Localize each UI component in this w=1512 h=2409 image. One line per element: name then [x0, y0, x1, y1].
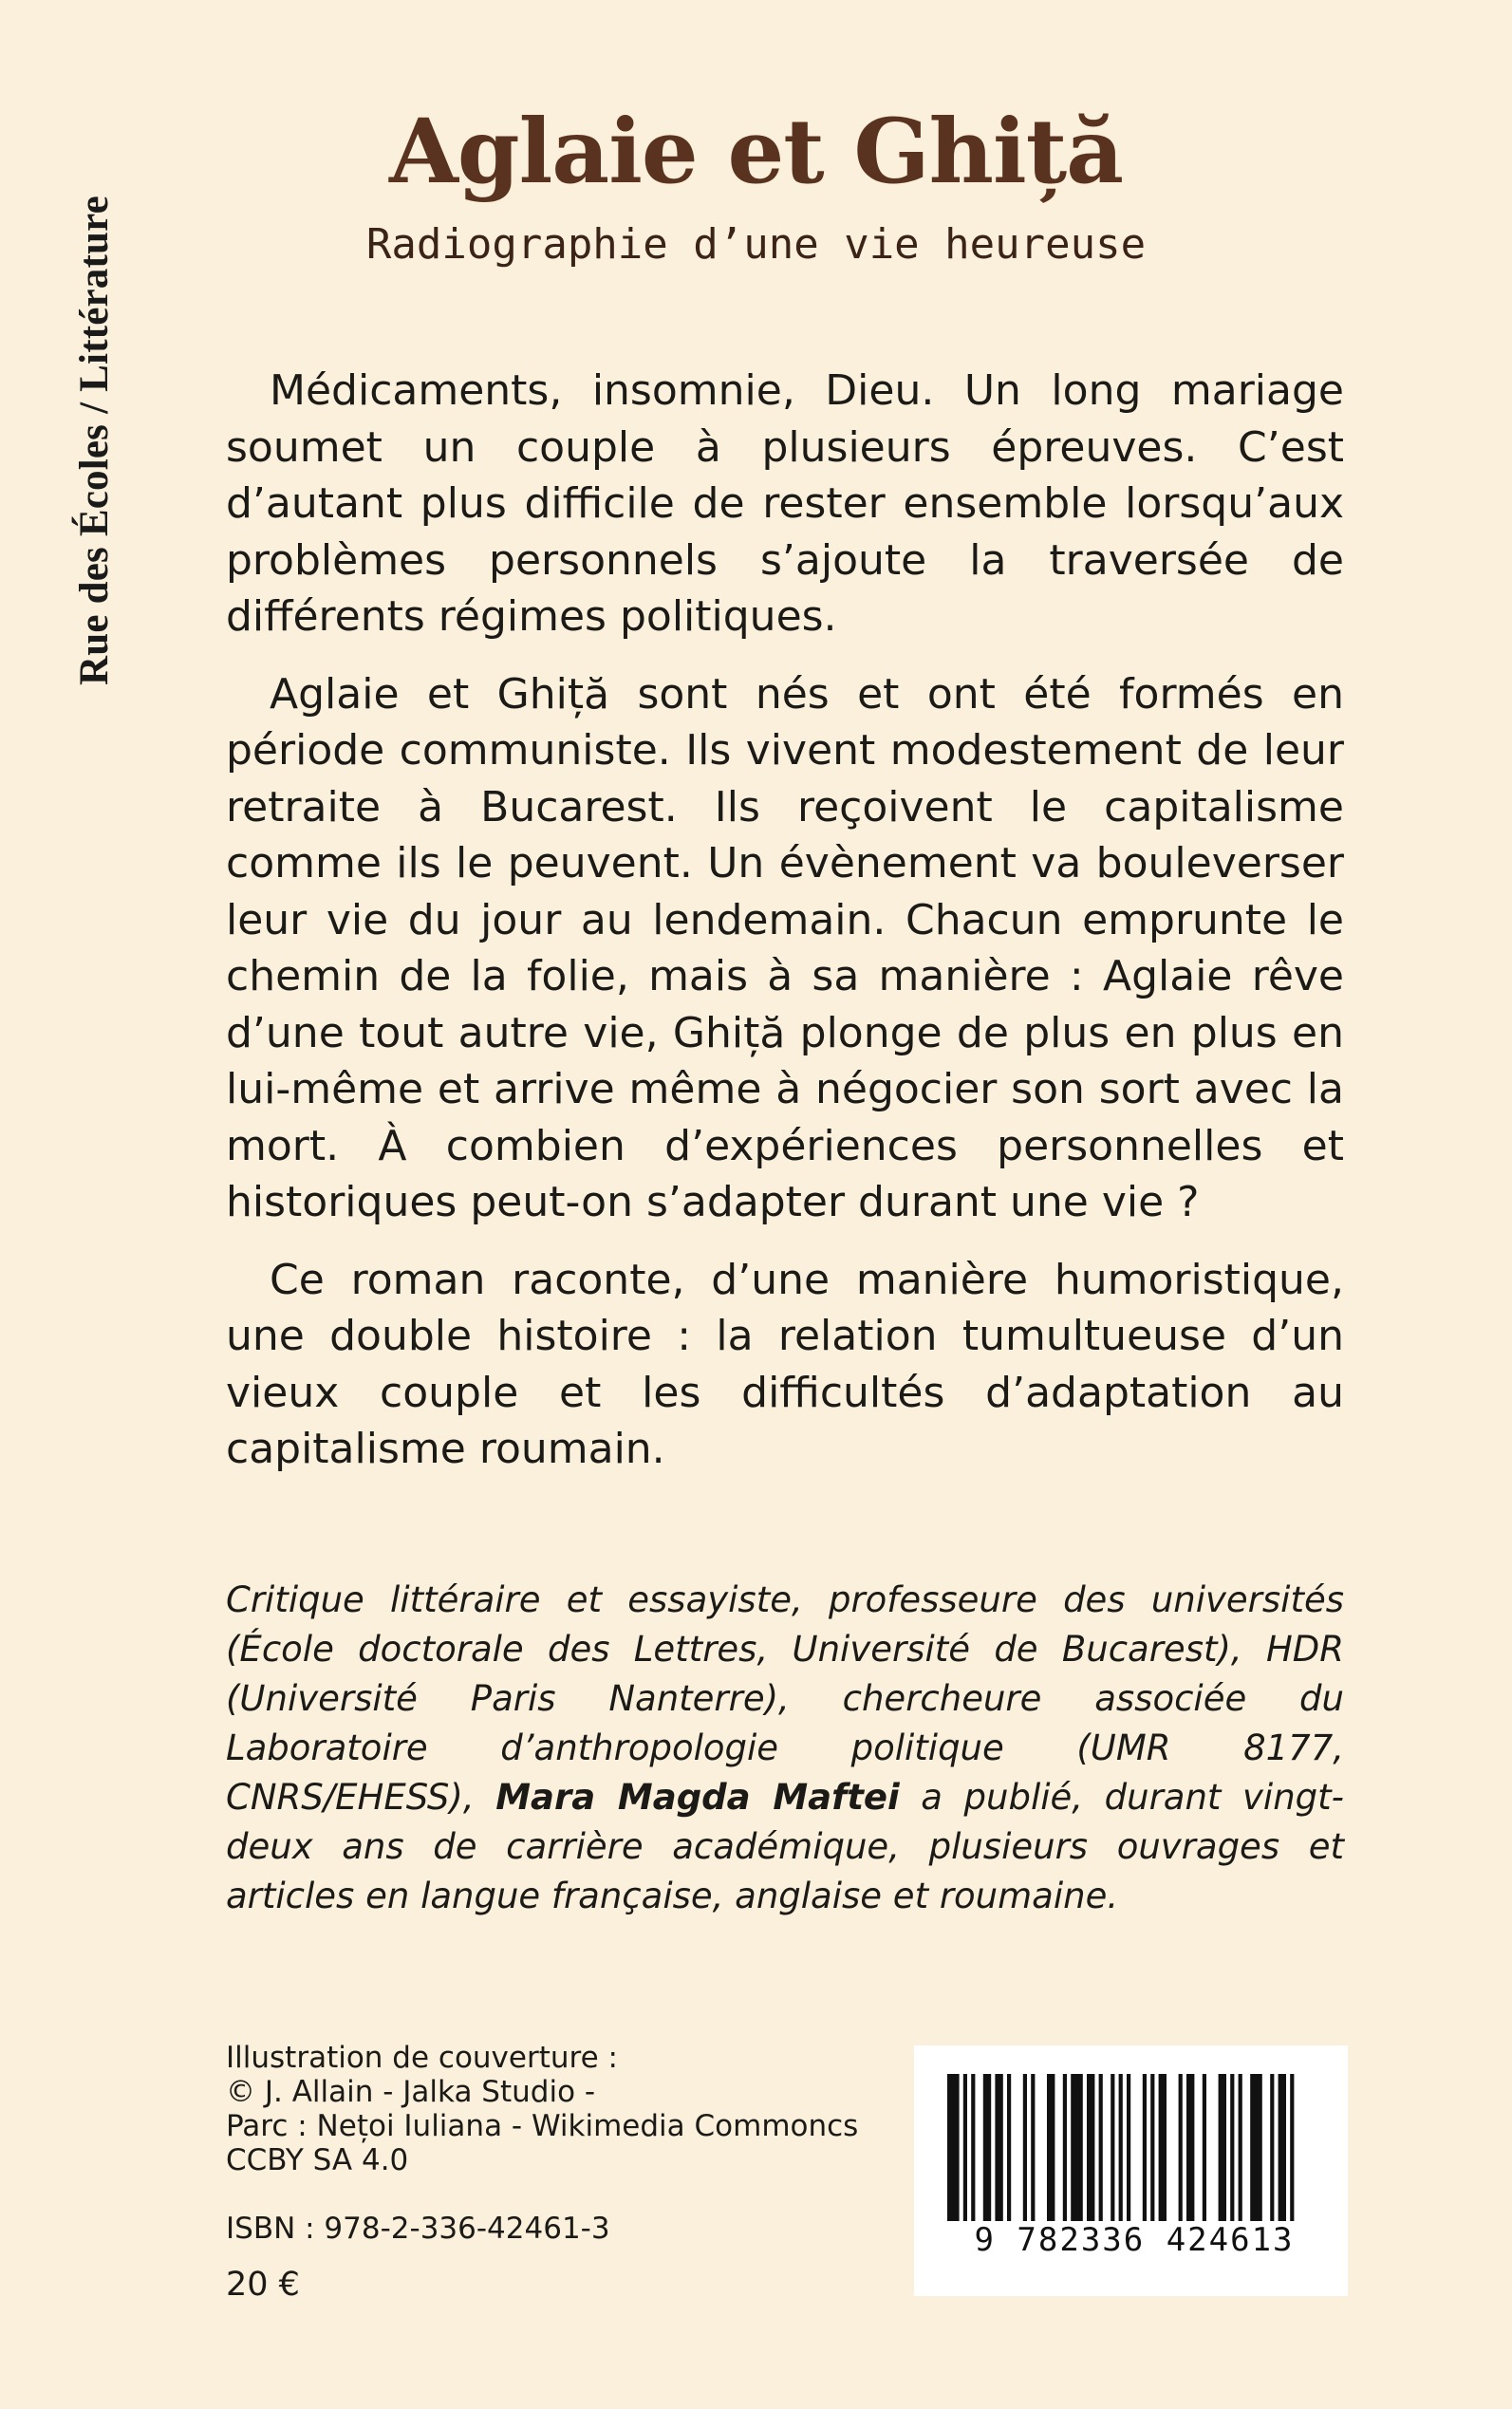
book-subtitle: Radiographie d’une vie heureuse: [365, 220, 1147, 269]
barcode-bar: [983, 2074, 991, 2221]
credits-line: CCBY SA 4.0: [226, 2143, 409, 2177]
barcode-bar: [1087, 2074, 1094, 2221]
spine-series-label: Rue des Écoles / Littérature: [72, 196, 117, 685]
barcode-bar: [1143, 2074, 1147, 2221]
book-title: Aglaie et Ghiță: [388, 100, 1124, 204]
barcode-bar: [1186, 2074, 1194, 2221]
barcode-bar: [971, 2074, 975, 2221]
barcode-bar: [1047, 2074, 1055, 2221]
barcode-bar: [1119, 2074, 1123, 2221]
blurb-paragraph: Aglaie et Ghiță sont nés et ont été formés en période communiste. Ils vivent modestement de leur retraite à Bucarest. Ils reçoivent le capitalisme comme ils le peuvent. Un évènement va bouleverser leur vie du jour au lendemain. Chacun emprunte le chemin de la folie, mais à sa manière : Aglaie rêve d’une tout autre vie, Ghiță plonge de plus en plus en lui-même et arrive même à négocier son sort avec la mort. À combien d’expériences personnelles et historiques peut-on s’adapter durant une vie ?: [226, 669, 1344, 1226]
barcode-bar: [1250, 2074, 1262, 2221]
author-bio-intro: Critique littéraire et essayiste, professeure des universités (École doctorale des Lettres, Université de Bucarest), HDR (Université Paris Nanterre), chercheure associée du Laboratoire d’anthropologie politique (UMR 8177, CNRS/EHESS),: [226, 1579, 1344, 1818]
credits-line: © J. Allain - Jalka Studio -: [226, 2075, 596, 2109]
blurb-paragraph: Médicaments, insomnie, Dieu. Un long mariage soumet un couple à plusieurs épreuves. C’est d’autant plus difficile de rester ensemble lorsqu’aux problèmes personnels s’ajoute la traversée de différents régimes politiques.: [226, 366, 1344, 641]
barcode-bar: [1179, 2074, 1183, 2221]
author-name: Mara Magda Maftei: [495, 1777, 900, 1818]
credits-line: Illustration de couverture :: [226, 2041, 618, 2075]
blurb-paragraph: Ce roman raconte, d’une manière humoristique, une double histoire : la relation tumultueuse d’un vieux couple et les difficultés d’adaptation au capitalisme roumain.: [226, 1255, 1344, 1473]
barcode-bar: [1063, 2074, 1067, 2221]
barcode-bar: [1290, 2074, 1294, 2221]
barcode-bar: [1007, 2074, 1011, 2221]
barcode-bar: [1099, 2074, 1103, 2221]
barcode-digits: 9 782336 424613: [974, 2221, 1295, 2259]
barcode-bar: [1111, 2074, 1114, 2221]
barcode-bar: [1023, 2074, 1027, 2221]
barcode-bar: [1203, 2074, 1206, 2221]
barcode-bar: [1230, 2074, 1234, 2221]
author-bio-rest: a publié, durant vingt-deux ans de carrière académique, plusieurs ouvrages et articles en langue française, anglaise et roumaine.: [226, 1777, 1344, 1916]
barcode-bar: [963, 2074, 967, 2221]
barcode-bar: [1031, 2074, 1035, 2221]
barcode-bar: [947, 2074, 960, 2221]
barcode-bar: [1270, 2074, 1274, 2221]
barcode-bar: [1219, 2074, 1226, 2221]
barcode-bar: [1071, 2074, 1083, 2221]
isbn-number: ISBN : 978-2-336-42461-3: [226, 2212, 610, 2246]
author-bio: [226, 1576, 1344, 1921]
barcode-bar: [1279, 2074, 1286, 2221]
illustration-credits: [226, 2041, 890, 2177]
barcode-bar: [995, 2074, 1002, 2221]
credits-line: Parc : Nețoi Iuliana - Wikimedia Commoncs: [226, 2109, 859, 2143]
book-price: 20 €: [226, 2266, 300, 2304]
barcode-bar: [1150, 2074, 1154, 2221]
barcode: [914, 2045, 1348, 2296]
barcode-bar: [1127, 2074, 1130, 2221]
barcode-bar: [1159, 2074, 1167, 2221]
barcode-bar: [1239, 2074, 1242, 2221]
back-cover-blurb: [226, 363, 1344, 1499]
